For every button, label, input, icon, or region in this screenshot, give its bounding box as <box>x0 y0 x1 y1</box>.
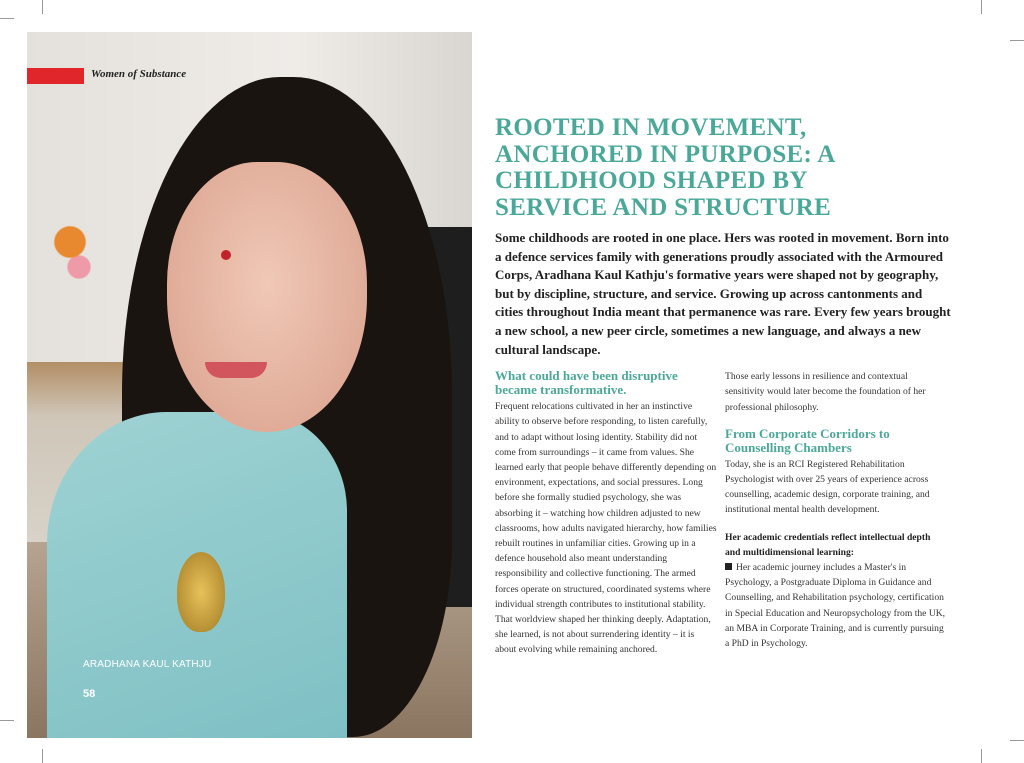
bullet-text: Her academic journey includes a Master's in Psychology, a Postgraduate Diploma in Guidance and Counselling, and Rehabilitation psychology, certification in Special Education and Neuropsychology from the UK, an MBA in Corporate Training, and is currently pursuing a PhD in Psychology. <box>725 561 946 649</box>
crop-mark <box>1010 40 1024 41</box>
column-2 <box>725 369 947 657</box>
body-paragraph: Today, she is an RCI Registered Rehabilitation Psychologist with over 25 years of experience across counselling, academic design, corporate training, and institutional mental health development. <box>725 458 930 516</box>
portrait-photo <box>27 32 472 738</box>
body-paragraph: Frequent relocations cultivated in her an instinctive ability to observe before responding, to listen carefully, and to adapt without losing identity. Stability did not come from surroundings – it came from values. She learned early that people behave differently depending on environment, expectations, and social pressures. Long before she formally studied psychology, she was absorbing it – watching how children adjusted to new classrooms, how adults navigated hierarchy, how families rebuilt routines in unfamiliar cities. Growing up in a defence household also meant understanding responsibility and collective functioning. The armed forces operate on structured, coordinated systems where individual strength contributes to institutional stability. That worldview shaped her thinking deeply. Adaptation, she learned, is not about surrendering identity – it is about evolving while remaining anchored. <box>495 401 717 656</box>
page-number: 58 <box>83 688 96 700</box>
crop-mark <box>0 18 14 19</box>
column-1 <box>495 369 717 657</box>
article-title: ROOTED IN MOVEMENT, ANCHORED IN PURPOSE: A CHILDHOOD SHAPED BY SERVICE AND STRUCTURE <box>495 114 835 221</box>
article-columns <box>495 369 955 657</box>
article <box>495 115 955 658</box>
section-tag-bar <box>27 68 84 84</box>
body-paragraph: Those early lessons in resilience and contextual sensitivity would later become the foundation of her professional philosophy. <box>725 371 926 413</box>
credentials-bullet <box>725 560 947 651</box>
crop-mark <box>42 749 43 763</box>
bullet-square-icon <box>725 563 732 570</box>
photo-caption: ARADHANA KAUL KATHJU <box>83 659 212 670</box>
crop-mark <box>1010 740 1024 741</box>
subheading: What could have been disruptive became transformative. <box>495 368 678 398</box>
crop-mark <box>981 0 982 14</box>
crop-mark <box>0 720 14 721</box>
subheading: From Corporate Corridors to Counselling Chambers <box>725 425 890 455</box>
section-tag: Women of Substance <box>91 68 187 80</box>
crop-mark <box>42 0 43 14</box>
article-intro: Some childhoods are rooted in one place. Hers was rooted in movement. Born into a defence services family with generations proudly associated with the Armoured Corps, Aradhana Kaul Kathju's formative years were shaped not by geography, but by discipline, structure, and service. Growing up across cantonments and cities throughout India meant that permanence was rare. Every few years brought a new school, a new peer circle, sometimes a new language, and always a new cultural landscape. <box>495 230 951 357</box>
crop-mark <box>981 749 982 763</box>
credentials-lead: Her academic credentials reflect intellectual depth and multidimensional learning: <box>725 531 931 558</box>
